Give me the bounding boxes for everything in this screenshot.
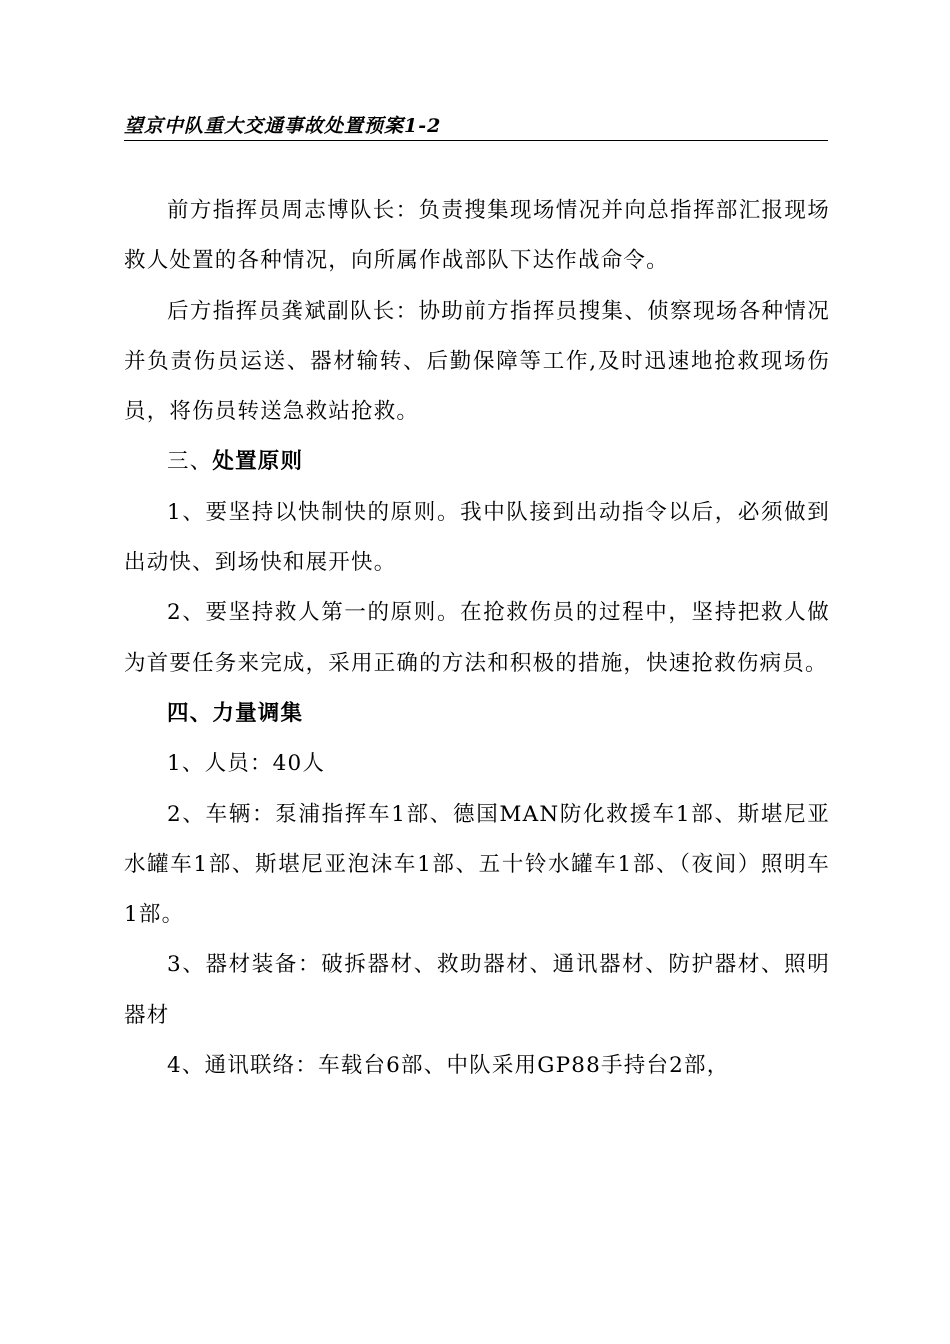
paragraph-principle-1: 1、要坚持以快制快的原则。我中队接到出动指令以后，必须做到出动快、到场快和展开快。 (124, 499, 830, 576)
paragraph-vehicles: 2、车辆：泵浦指挥车1部、德国MAN防化救援车1部、斯堪尼亚水罐车1部、斯堪尼亚泡沫车1部、五十铃水罐车1部、（夜间）照明车1部。 (124, 801, 830, 928)
paragraph-rear-commander: 后方指挥员龚斌副队长：协助前方指挥员搜集、侦察现场各种情况并负责伤员运送、器材输转、后勤保障等工作,及时迅速地抢救现场伤员，将伤员转送急救站抢救。 (124, 298, 830, 425)
paragraph-equipment: 3、器材装备：破拆器材、救助器材、通讯器材、防护器材、照明器材 (124, 952, 830, 1028)
section-heading-forces: 四、力量调集 (167, 700, 304, 726)
page-header (124, 112, 828, 141)
paragraph-front-commander: 前方指挥员周志博队长：负责搜集现场情况并向总指挥部汇报现场救人处置的各种情况，向所属作战部队下达作战命令。 (124, 198, 830, 274)
paragraph-principle-2: 2、要坚持救人第一的原则。在抢救伤员的过程中，坚持把救人做为首要任务来完成，采用正确的方法和积极的措施，快速抢救伤病员。 (124, 600, 830, 676)
paragraph-communications: 4、通讯联络：车载台6部、中队采用GP88手持台2部， (167, 1053, 730, 1079)
section-heading-principles-number: 三、 (167, 449, 213, 475)
header-title: 望京中队重大交通事故处置预案1-2 (124, 115, 442, 137)
section-heading-principles (124, 437, 830, 487)
document-body (124, 186, 830, 1091)
paragraph-personnel: 1、人员：40人 (167, 751, 326, 777)
section-heading-principles-text: 处置原则 (212, 449, 304, 475)
